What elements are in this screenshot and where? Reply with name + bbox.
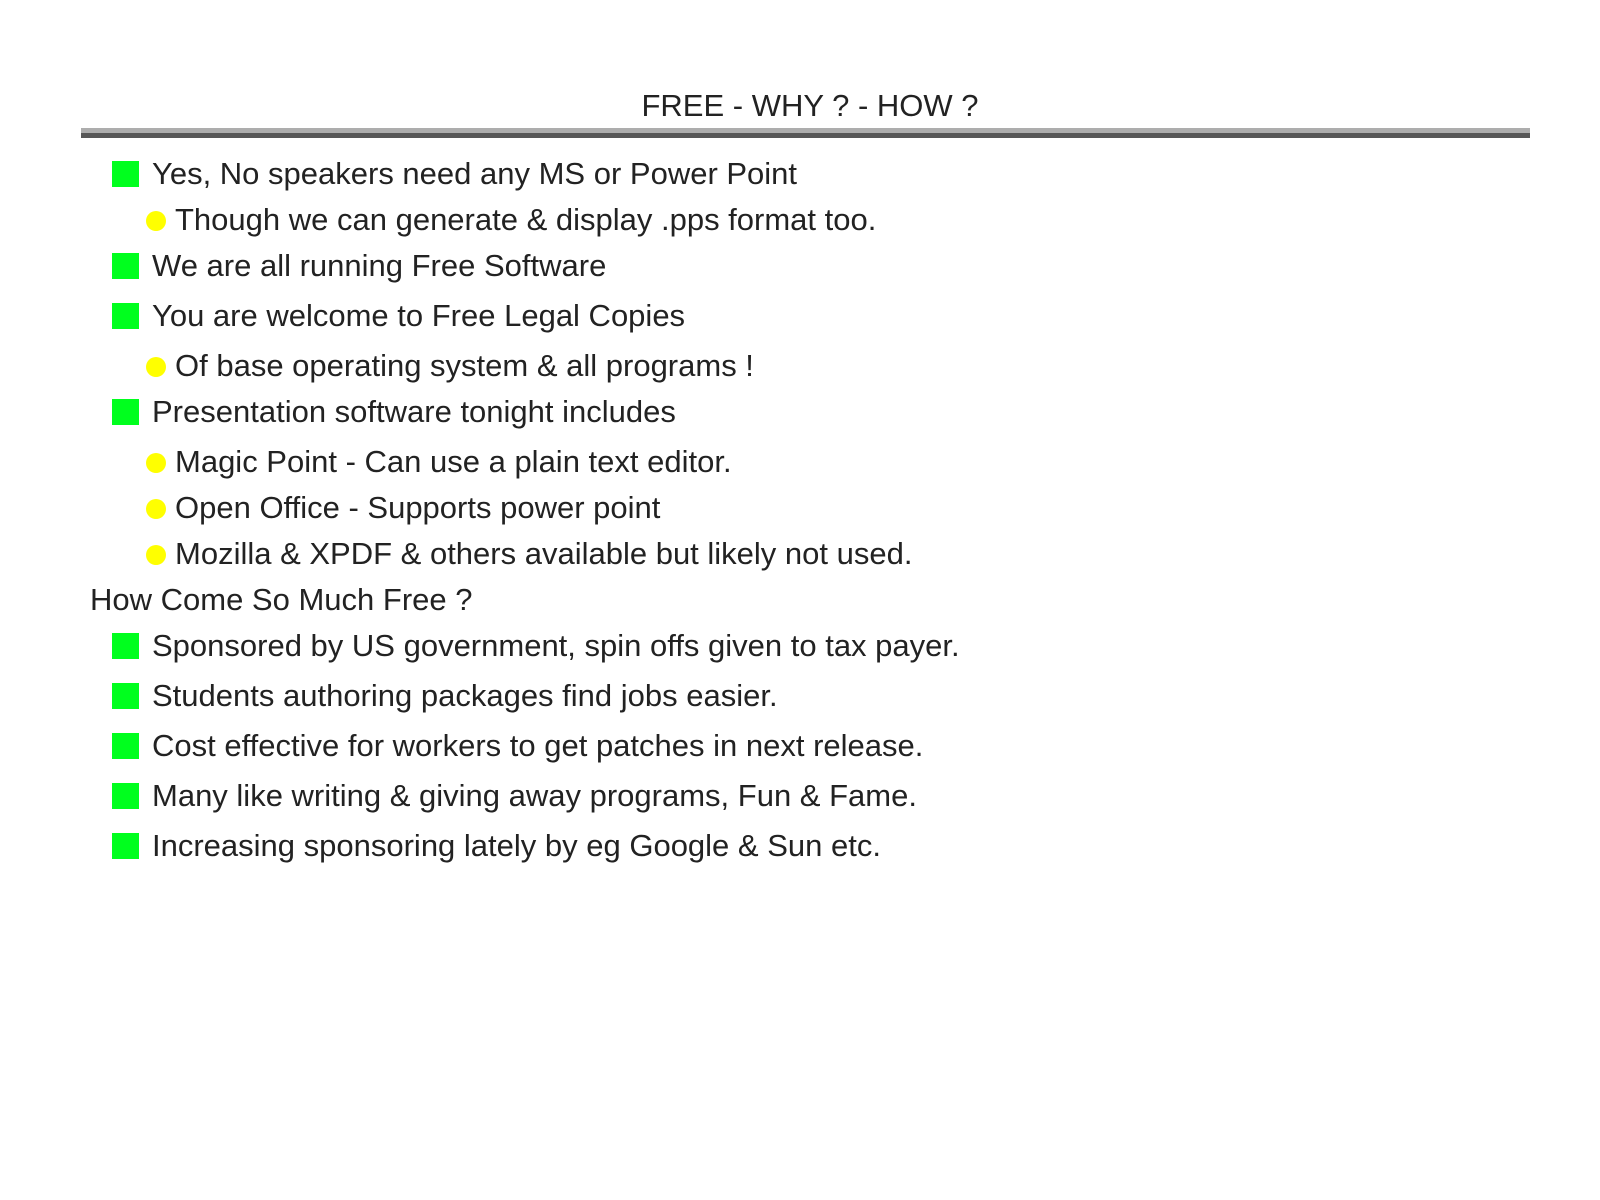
bullet-text: Mozilla & XPDF & others available but likely not used. — [175, 536, 913, 571]
bullet-item — [112, 728, 923, 764]
green-square-bullet-icon — [112, 633, 139, 659]
bullet-item — [112, 394, 676, 430]
bullet-text: Open Office - Supports power point — [175, 490, 661, 525]
bullet-item — [112, 298, 685, 334]
green-square-bullet-icon — [112, 161, 139, 187]
bullet-text: Yes, No speakers need any MS or Power Point — [152, 156, 798, 191]
yellow-dot-bullet-icon — [146, 545, 166, 565]
bullet-text: We are all running Free Software — [152, 248, 607, 283]
bullet-text: Cost effective for workers to get patches in next release. — [152, 728, 924, 763]
yellow-dot-bullet-icon — [146, 453, 166, 473]
sub-bullet-item — [146, 202, 876, 238]
heading-text: How Come So Much Free ? — [90, 582, 473, 617]
title-rule-dark — [81, 133, 1530, 138]
sub-bullet-item — [146, 490, 660, 526]
green-square-bullet-icon — [112, 833, 139, 859]
section-heading — [90, 582, 472, 618]
bullet-text: Magic Point - Can use a plain text editor. — [175, 444, 732, 479]
sub-bullet-item — [146, 348, 754, 384]
bullet-item — [112, 156, 797, 192]
bullet-text: Of base operating system & all programs ! — [175, 348, 754, 383]
bullet-text: Sponsored by US government, spin offs given to tax payer. — [152, 628, 960, 663]
green-square-bullet-icon — [112, 683, 139, 709]
green-square-bullet-icon — [112, 733, 139, 759]
bullet-text: Many like writing & giving away programs, Fun & Fame. — [152, 778, 917, 813]
bullet-item — [112, 628, 960, 664]
sub-bullet-item — [146, 444, 732, 480]
bullet-text: Students authoring packages find jobs easier. — [152, 678, 778, 713]
yellow-dot-bullet-icon — [146, 499, 166, 519]
green-square-bullet-icon — [112, 253, 139, 279]
bullet-item — [112, 248, 606, 284]
bullet-text: Presentation software tonight includes — [152, 394, 676, 429]
slide-title-text: FREE - WHY ? - HOW ? — [641, 88, 979, 123]
bullet-item — [112, 778, 917, 814]
green-square-bullet-icon — [112, 783, 139, 809]
bullet-text: Though we can generate & display .pps format too. — [175, 202, 877, 237]
yellow-dot-bullet-icon — [146, 357, 166, 377]
green-square-bullet-icon — [112, 303, 139, 329]
green-square-bullet-icon — [112, 399, 139, 425]
yellow-dot-bullet-icon — [146, 211, 166, 231]
sub-bullet-item — [146, 536, 912, 572]
bullet-text: You are welcome to Free Legal Copies — [152, 298, 686, 333]
bullet-item — [112, 828, 881, 864]
bullet-item — [112, 678, 778, 714]
bullet-text: Increasing sponsoring lately by eg Google & Sun etc. — [152, 828, 881, 863]
slide-title — [0, 88, 1600, 124]
